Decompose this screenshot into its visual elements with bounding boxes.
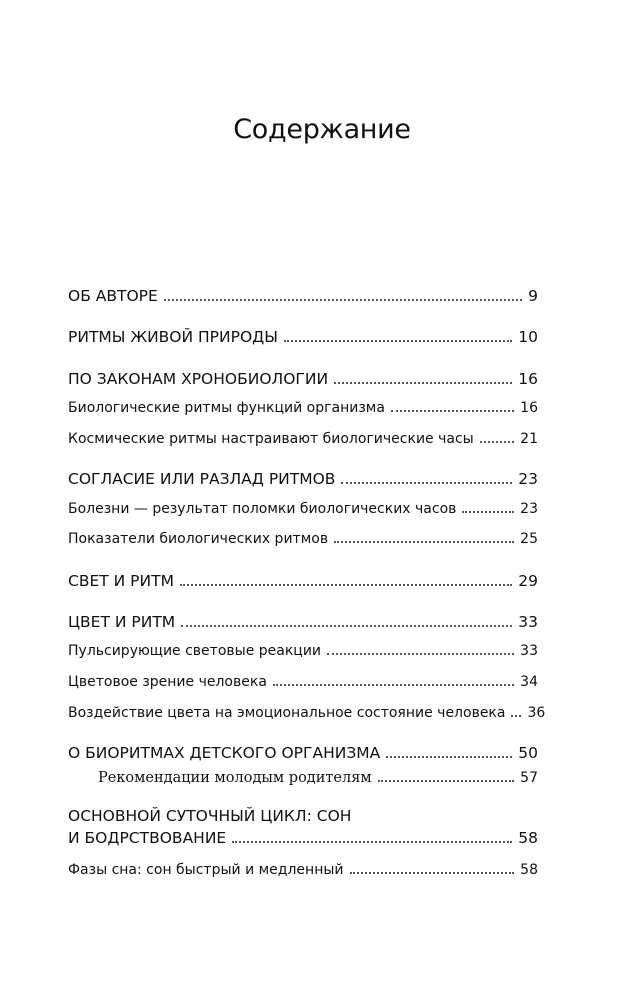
dot-leader [232,827,512,843]
toc-entry-page: 21 [520,431,538,447]
dot-leader [327,639,514,655]
toc-entry-title: Воздействие цвета на эмоциональное состояние человека [68,705,506,721]
toc-subentry[interactable] [68,858,538,880]
toc-entry-page: 23 [520,501,538,517]
dot-leader [273,670,514,686]
toc-entry-page: 36 [527,705,546,721]
dot-leader [391,396,514,412]
toc-entry[interactable] [68,285,538,307]
toc-entry[interactable] [68,742,538,764]
toc-entry-page: 10 [518,328,538,346]
toc-entry-title: РИТМЫ ЖИВОЙ ПРИРОДЫ [68,328,278,346]
toc-entry-title: ЦВЕТ И РИТМ [68,613,176,631]
toc-entry[interactable] [68,570,538,592]
toc-entry-title: Болезни — результат поломки биологических часов [68,501,457,517]
toc-entry[interactable] [68,326,538,348]
toc-entry-title: О БИОРИТМАХ ДЕТСКОГО ОРГАНИЗМА [68,744,381,762]
dot-leader [284,326,512,342]
toc-entry-title: Рекомендации молодым родителям [98,770,372,786]
toc-entry-title: Космические ритмы настраивают биологические часы [68,431,474,447]
toc-entry-title-line2: И БОДРСТВОВАНИЕ [68,829,227,847]
toc-subentry[interactable] [68,701,546,723]
toc-entry-page: 33 [520,643,538,659]
dot-leader [164,285,522,301]
toc-subentry[interactable] [68,527,538,549]
toc-entry-page: 16 [518,370,538,388]
dot-leader [180,570,512,586]
toc-entry-page: 25 [520,531,538,547]
dot-leader [511,701,521,717]
toc-entry-title: ОБ АВТОРЕ [68,287,158,305]
dot-leader [386,742,512,758]
toc-subentry[interactable] [68,670,538,692]
toc-entry-title-line1: ОСНОВНОЙ СУТОЧНЫЙ ЦИКЛ: СОН [68,807,352,825]
toc-subentry[interactable] [68,639,538,661]
toc-entry-page: 34 [520,674,538,690]
page-title: Содержание [233,114,411,145]
toc-entry-title: Фазы сна: сон быстрый и медленный [68,862,344,878]
dot-leader [378,766,515,782]
toc-entry-title: СОГЛАСИЕ ИЛИ РАЗЛАД РИТМОВ [68,470,336,488]
toc-entry[interactable] [68,611,538,633]
toc-entry-title: СВЕТ И РИТМ [68,572,174,590]
toc-entry[interactable] [68,805,538,849]
toc-entry-title: Цветовое зрение человека [68,674,267,690]
toc-entry-page: 29 [518,572,538,590]
dot-leader [181,611,512,627]
toc-subentry[interactable] [68,427,538,449]
dot-leader [334,527,514,543]
toc-entry-title: Пульсирующие световые реакции [68,643,322,659]
dot-leader [350,858,515,874]
toc-entry-page: 50 [518,744,538,762]
dot-leader [341,468,512,484]
toc-entry-title: ПО ЗАКОНАМ ХРОНОБИОЛОГИИ [68,370,329,388]
toc-entry-page: 9 [528,287,538,305]
toc-subentry[interactable] [68,396,538,418]
dot-leader [462,497,514,513]
dot-leader [334,368,512,384]
toc-entry-page: 23 [518,470,538,488]
toc-entry-page: 33 [518,613,538,631]
toc-entry[interactable] [68,368,538,390]
dot-leader [480,427,514,443]
toc-entry-page: 58 [520,862,538,878]
toc-subentry[interactable] [68,766,538,788]
toc-entry[interactable] [68,468,538,490]
toc-entry-title: Биологические ритмы функций организма [68,400,385,416]
toc-entry-title: Показатели биологических ритмов [68,531,329,547]
toc-entry-page: 16 [520,400,538,416]
toc-subentry[interactable] [68,497,538,519]
toc-entry-page: 58 [518,829,538,847]
toc-entry-page: 57 [520,770,538,786]
